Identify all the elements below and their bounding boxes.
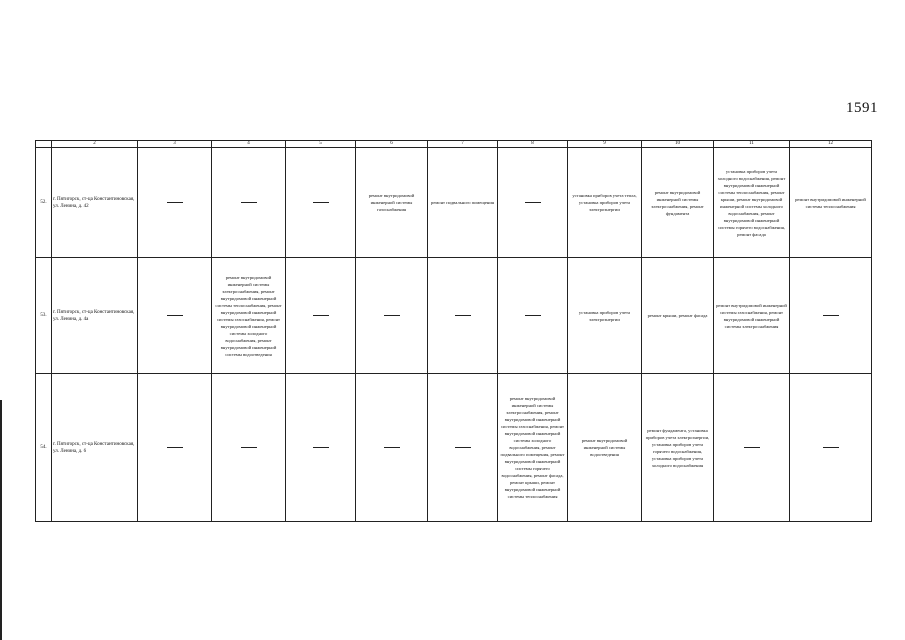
table-cell	[138, 148, 212, 258]
table-cell	[790, 374, 872, 522]
table-cell	[790, 258, 872, 374]
dash-mark	[525, 202, 541, 203]
dash-mark	[525, 315, 541, 316]
table-cell: ремонт внутридомовой инженерной системы теплоснабжения	[790, 148, 872, 258]
column-number: 11	[714, 141, 790, 148]
table-cell	[428, 258, 498, 374]
table-cell: ремонт внутридомовой инженерной системы газоснабжения, ремонт внутридомовой инженерной системы электроснабжения	[714, 258, 790, 374]
row-number: 52.	[36, 148, 52, 258]
row-number: 53.	[36, 258, 52, 374]
table-cell	[714, 374, 790, 522]
table-row	[36, 374, 872, 522]
dash-mark	[455, 315, 471, 316]
dash-mark	[455, 447, 471, 448]
column-number: 6	[356, 141, 428, 148]
dash-mark	[167, 202, 183, 203]
table-cell: ремонт внутридомовой инженерной системы водоотведения	[568, 374, 642, 522]
table-cell	[498, 148, 568, 258]
address-cell: г. Пятигорск, ст-ца Константиновская, ул. Ленина, д. 42	[52, 148, 138, 258]
table-cell	[286, 374, 356, 522]
table-cell: ремонт подвального помещения	[428, 148, 498, 258]
table-cell: ремонт внутридомовой инженерной системы электроснабжения, ремонт внутридомовой инженерной системы газоснабжения, ремонт внутридомовой инженерной системы холодного водоснабжения, ремонт подвального помещения, ремонт внутридомовой инженерной системы горячего водоснабжения, ремонт фасада, ремонт крыши, ремонт внутридомовой инженерной системы теплоснабжения	[498, 374, 568, 522]
table-cell	[356, 374, 428, 522]
table-cell: установка приборов учета холодного водоснабжения, ремонт внутридомовой инженерной системы теплоснабжения, ремонт крыши, ремонт внутридомовой инженерной системы холодного водоснабжения, ремонт внутридомовой инженерной системы горячего водоснабжения, ремонт фасада	[714, 148, 790, 258]
column-number: 12	[790, 141, 872, 148]
dash-mark	[823, 447, 839, 448]
table-cell	[212, 374, 286, 522]
dash-mark	[241, 447, 257, 448]
scan-edge-mark	[0, 400, 2, 640]
repair-schedule-table	[35, 140, 872, 522]
column-number-row	[36, 141, 872, 148]
page-number: 1591	[846, 100, 878, 116]
address-cell: г. Пятигорск, ст-ца Константиновская, ул. Ленина, д. 4а	[52, 258, 138, 374]
table-cell: ремонт внутридомовой инженерной системы электроснабжения, ремонт внутридомовой инженерной системы теплоснабжения, ремонт внутридомовой инженерной системы газоснабжения, ремонт внутридомовой инженерной системы холодного водоснабжения, ремонт внутридомовой инженерной системы водоотведения	[212, 258, 286, 374]
row-number: 54.	[36, 374, 52, 522]
table-cell: ремонт крыши, ремонт фасада	[642, 258, 714, 374]
table-row	[36, 148, 872, 258]
dash-mark	[313, 447, 329, 448]
column-number: 5	[286, 141, 356, 148]
dash-mark	[241, 202, 257, 203]
table-cell	[138, 374, 212, 522]
column-number	[36, 141, 52, 148]
address-cell: г. Пятигорск, ст-ца Константиновская, ул. Ленина, д. 6	[52, 374, 138, 522]
table-cell: установка приборов учета тепла, установка приборов учета электроэнергии	[568, 148, 642, 258]
dash-mark	[313, 315, 329, 316]
table-cell: ремонт фундамента, установка приборов учета электроэнергии, установка приборов учета горячего водоснабжения, установка приборов учета холодного водоснабжения	[642, 374, 714, 522]
dash-mark	[384, 447, 400, 448]
dash-mark	[744, 447, 760, 448]
column-number: 4	[212, 141, 286, 148]
dash-mark	[167, 315, 183, 316]
column-number: 8	[498, 141, 568, 148]
column-number: 10	[642, 141, 714, 148]
column-number: 7	[428, 141, 498, 148]
table-cell	[356, 258, 428, 374]
dash-mark	[313, 202, 329, 203]
table-row	[36, 258, 872, 374]
table-cell: ремонт внутридомовой инженерной системы электроснабжения, ремонт фундамента	[642, 148, 714, 258]
table-cell: установка приборов учета электроэнергии	[568, 258, 642, 374]
column-number: 9	[568, 141, 642, 148]
column-number: 3	[138, 141, 212, 148]
table-cell: ремонт внутридомовой инженерной системы газоснабжения	[356, 148, 428, 258]
dash-mark	[167, 447, 183, 448]
table-cell	[212, 148, 286, 258]
table-cell	[286, 258, 356, 374]
table-cell	[498, 258, 568, 374]
table-cell	[428, 374, 498, 522]
dash-mark	[384, 315, 400, 316]
dash-mark	[823, 315, 839, 316]
table-cell	[138, 258, 212, 374]
table-cell	[286, 148, 356, 258]
column-number: 2	[52, 141, 138, 148]
